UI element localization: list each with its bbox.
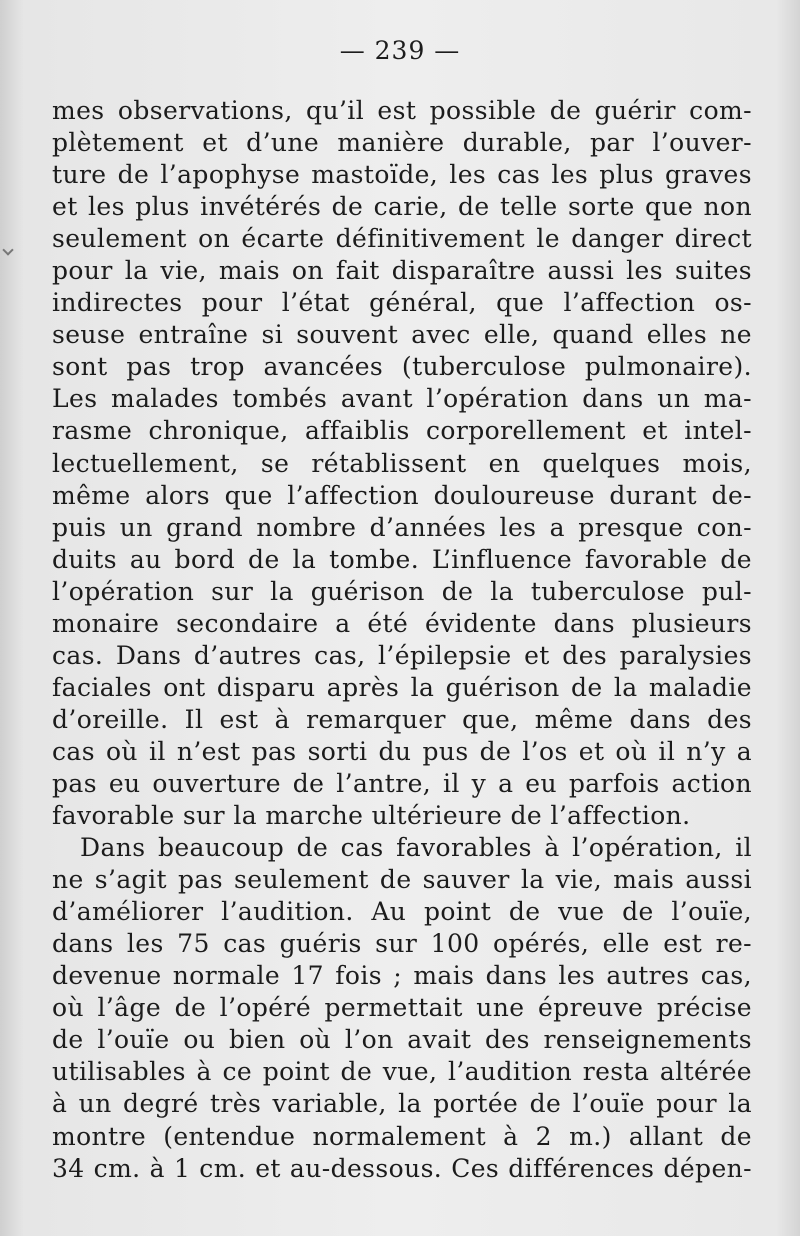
- text-line: indirectes pour l’état général, que l’affection os-: [52, 288, 752, 318]
- text-line: montre (entendue normalement à 2 m.) allant de: [52, 1121, 752, 1151]
- text-line: où l’âge de l’opéré permettait une épreuve précise: [52, 993, 752, 1023]
- text-line: faciales ont disparu après la guérison de la maladie: [52, 672, 752, 702]
- text-line: pour la vie, mais on fait disparaître aussi les suites: [52, 256, 752, 286]
- page-number: — 239 —: [339, 36, 461, 65]
- text-line: même alors que l’affection douloureuse durant de-: [52, 480, 752, 510]
- text-line: mes observations, qu’il est possible de guérir com-: [52, 96, 752, 125]
- text-line: ture de l’apophyse mastoïde, les cas les plus graves: [52, 160, 752, 190]
- text-line: cas où il n’est pas sorti du pus de l’os et où il n’y a: [52, 736, 752, 766]
- text-line: Les malades tombés avant l’opération dans un ma-: [52, 384, 752, 414]
- text-line: pas eu ouverture de l’antre, il y a eu parfois action: [52, 768, 752, 798]
- text-line: lectuellement, se rétablissent en quelques mois,: [52, 448, 752, 478]
- text-line: utilisables à ce point de vue, l’audition resta altérée: [52, 1057, 752, 1087]
- text-line: rasme chronique, affaiblis corporellement et intel-: [52, 416, 752, 446]
- text-line: 34 cm. à 1 cm. et au-dessous. Ces différences dépen-: [52, 1153, 752, 1183]
- text-line: duits au bord de la tombe. L’influence favorable de: [52, 544, 752, 574]
- text-line: et les plus invétérés de carie, de telle sorte que non: [52, 192, 752, 222]
- text-line: favorable sur la marche ultérieure de l’affection.: [52, 801, 691, 831]
- text-line: sont pas trop avancées (tuberculose pulmonaire).: [52, 352, 752, 382]
- text-line: cas. Dans d’autres cas, l’épilepsie et des paralysies: [52, 640, 752, 670]
- text-line: plètement et d’une manière durable, par l’ouver-: [52, 128, 752, 158]
- text-line: d’oreille. Il est à remarquer que, même dans des: [52, 704, 752, 734]
- text-line: de l’ouïe ou bien où l’on avait des renseignements: [52, 1025, 752, 1055]
- text-line: ne s’agit pas seulement de sauver la vie, mais aussi: [52, 865, 752, 895]
- text-line: devenue normale 17 fois ; mais dans les autres cas,: [52, 961, 752, 991]
- page-body-text: [52, 95, 752, 1185]
- text-line: Dans beaucoup de cas favorables à l’opération, il: [80, 833, 752, 863]
- text-line: l’opération sur la guérison de la tuberculose pul-: [52, 576, 752, 606]
- text-line: seulement on écarte définitivement le danger direct: [52, 224, 752, 254]
- text-line: seuse entraîne si souvent avec elle, quand elles ne: [52, 320, 752, 350]
- text-line: d’améliorer l’audition. Au point de vue de l’ouïe,: [52, 897, 752, 927]
- text-line: monaire secondaire a été évidente dans plusieurs: [52, 608, 752, 638]
- text-line: à un degré très variable, la portée de l’ouïe pour la: [52, 1089, 752, 1119]
- text-line: puis un grand nombre d’années les a presque con-: [52, 512, 752, 542]
- margin-mark-icon: [2, 244, 13, 255]
- text-line: dans les 75 cas guéris sur 100 opérés, elle est re-: [52, 929, 752, 959]
